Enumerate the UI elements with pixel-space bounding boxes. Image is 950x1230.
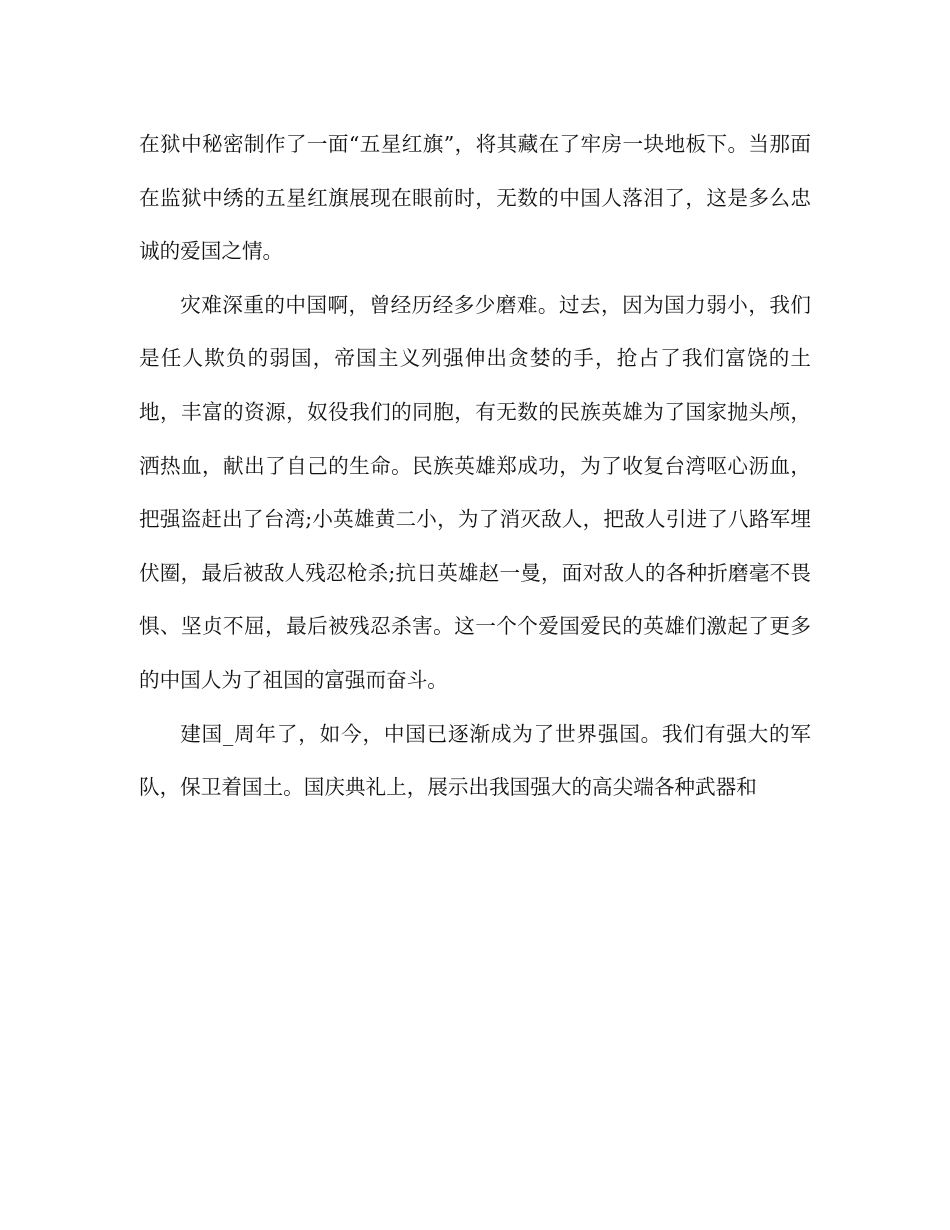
- paragraph-3: 建国_周年了，如今，中国已逐渐成为了世界强国。我们有强大的军队，保卫着国土。国庆典礼上，展示出我国强大的高尖端各种武器和: [139, 721, 811, 800]
- document-body: [139, 118, 811, 815]
- paragraph-1: 在狱中秘密制作了一面“五星红旗”，将其藏在了牢房一块地板下。当那面在监狱中绣的五星红旗展现在眼前时，无数的中国人落泪了，这是多么忠诚的爱国之情。: [139, 132, 811, 264]
- paragraph-2: 灾难深重的中国啊，曾经历经多少磨难。过去，因为国力弱小，我们是任人欺负的弱国，帝国主义列强伸出贪婪的手，抢占了我们富饶的土地，丰富的资源，奴役我们的同胞，有无数的民族英雄为了国家抛头颅，洒热血，献出了自己的生命。民族英雄郑成功，为了收复台湾呕心沥血，把强盗赶出了台湾;小英雄黄二小，为了消灭敌人，把敌人引进了八路军埋伏圈，最后被敌人残忍枪杀;抗日英雄赵一曼，面对敌人的各种折磨毫不畏惧、坚贞不屈，最后被残忍杀害。这一个个爱国爱民的英雄们激起了更多的中国人为了祖国的富强而奋斗。: [139, 292, 811, 692]
